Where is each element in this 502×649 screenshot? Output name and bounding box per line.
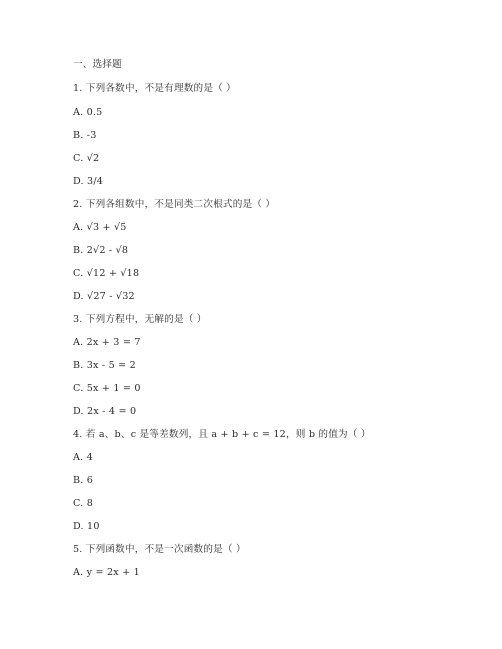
question-3-option-a: A. 2x + 3 = 7 <box>73 337 141 348</box>
section-title: 一、选择题 <box>73 59 122 70</box>
question-1-option-c: C. √2 <box>73 153 100 164</box>
question-4-option-d: D. 10 <box>73 521 100 532</box>
question-3-option-b: B. 3x - 5 = 2 <box>73 360 136 371</box>
question-2-option-d: D. √27 - √32 <box>73 291 135 302</box>
question-1-stem: 1. 下列各数中，不是有理数的是（ ） <box>73 83 236 94</box>
question-1-option-b: B. -3 <box>73 130 97 141</box>
question-5-stem: 5. 下列函数中，不是一次函数的是（ ） <box>73 544 246 555</box>
question-4-option-b: B. 6 <box>73 475 94 486</box>
question-5-option-a: A. y = 2x + 1 <box>73 567 140 578</box>
question-3-option-c: C. 5x + 1 = 0 <box>73 383 141 394</box>
question-2-option-c: C. √12 + √18 <box>73 268 140 279</box>
question-1-option-a: A. 0.5 <box>73 107 103 118</box>
question-4-option-c: C. 8 <box>73 498 94 509</box>
question-4-option-a: A. 4 <box>73 452 93 463</box>
question-4-stem: 4. 若 a、b、c 是等差数列，且 a + b + c = 12，则 b 的值为（ ） <box>73 429 371 440</box>
question-1-option-d: D. 3/4 <box>73 176 104 187</box>
question-2-option-b: B. 2√2 - √8 <box>73 245 129 256</box>
question-3-stem: 3. 下列方程中，无解的是（ ） <box>73 314 207 325</box>
question-2-option-a: A. √3 + √5 <box>73 222 127 233</box>
question-2-stem: 2. 下列各组数中，不是同类二次根式的是（ ） <box>73 199 276 210</box>
question-3-option-d: D. 2x - 4 = 0 <box>73 406 137 417</box>
